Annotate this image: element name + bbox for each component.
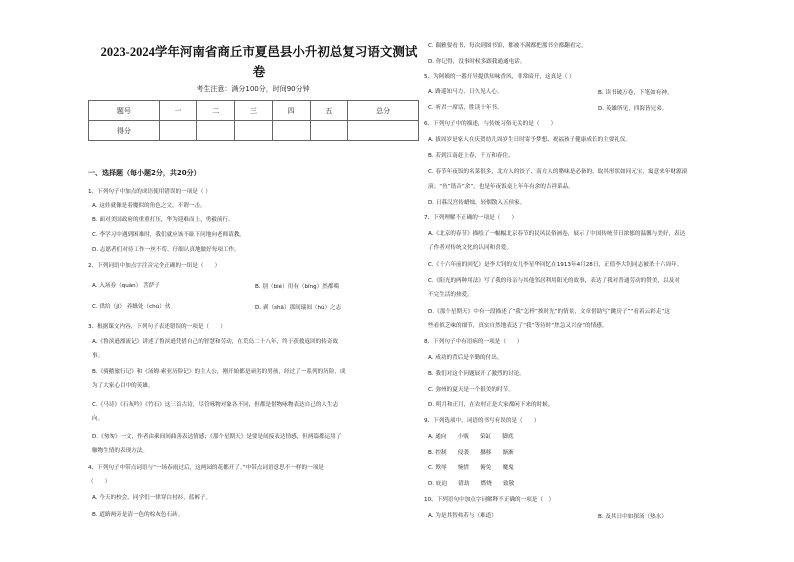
answer-option: B. 别（bié）用有（bǐng）然都噶 bbox=[255, 284, 340, 290]
answer-option: D.《那个星期天》中有一段描述了“我”怎样“挨时光”的情景，文章借助写“跳房子”“看着云彩走”这 bbox=[428, 309, 670, 315]
score-cell bbox=[159, 121, 197, 141]
answer-option: 为了大家心目中的英雄。 bbox=[92, 383, 154, 389]
score-cell bbox=[310, 121, 348, 141]
answer-option: A. 今天的校会，同学们一律穿白衬衫，蓝裤子。 bbox=[92, 495, 212, 501]
question-line: 8、下列句子中有语病的一项是（ ） bbox=[424, 339, 523, 345]
answer-option: D. 你记得，没事时候多跟我通通电话。 bbox=[428, 59, 526, 65]
exam-title bbox=[98, 42, 420, 82]
score-cell: 二 bbox=[197, 101, 235, 121]
score-cell: 五 bbox=[310, 101, 348, 121]
score-cell: 一 bbox=[159, 101, 197, 121]
answer-option: B. 控制 侵袭 挪移 渐渐 bbox=[428, 450, 514, 456]
answer-option: D. 庇迫 错劫 燃烧 致敬 bbox=[428, 481, 515, 487]
answer-option: D. 剥（shā）那间瑞间（hú）之志 bbox=[255, 305, 342, 311]
answer-option: A. 拔周岁是家人在庆贺幼儿周岁生日时寄予梦想、祝福孩子健康成长的主要礼仪。 bbox=[428, 137, 632, 143]
answer-option: C. 欺辱 惋惜 俯免 魔鬼 bbox=[428, 465, 514, 471]
question-line: 3、根据课文内容，下列句子表述错误的一项是（ ） bbox=[88, 324, 226, 330]
score-table bbox=[88, 100, 419, 141]
score-table-header-row bbox=[89, 101, 419, 121]
answer-option: C. 李学习中遇到困难时，我们就应该不耻下问地向老师请教。 bbox=[92, 232, 245, 238]
question-line: （ ） bbox=[88, 479, 111, 485]
question-line: 10、下列语句中加点字词解释不正确的一项是（ ） bbox=[424, 497, 555, 503]
answer-option: 些看似乏味的细节，真实自然地表达了“我”等待时“焦急又兴奋”的情感。 bbox=[428, 323, 608, 329]
answer-option: A. 为是其智弗若与（难道） bbox=[428, 513, 497, 519]
answer-option: B.《骑鹅旅行记》和《汤姆·索亚历险记》的主人公，刚开始都是顽劣的男孩，经过了一系列的历险，成 bbox=[92, 369, 346, 375]
answer-option: B. 若到江南赶上春，千万和春住。 bbox=[428, 153, 514, 159]
section-heading: 一、选择题（每小题2分，共20分） bbox=[88, 169, 201, 177]
score-cell: 三 bbox=[235, 101, 273, 121]
answer-option: A.《鲁滨逊漂流记》讲述了鲁滨逊凭借自己的智慧和劳动，在荒岛二十八年，终于获救返回的传奇故 bbox=[92, 339, 339, 345]
answer-option: A. 路遥知马力，日久见人心。 bbox=[428, 89, 503, 95]
answer-option: A. 这娃就像是着魔似的角色之父，不谓一击。 bbox=[92, 203, 206, 209]
score-cell bbox=[235, 121, 273, 141]
answer-option: B. 面对美国政府的重重打压，华为迎难而上，勇毅前行。 bbox=[92, 217, 234, 223]
exam-note: 考生注意：满分100分，时间90分钟 bbox=[196, 85, 310, 93]
answer-option: C.《马诗》《石灰吟》《竹石》这三首古诗，尽管咏物对象各不同，但都是借物咏物表达自己的人生志 bbox=[92, 402, 339, 408]
answer-option: C.《十六年前的回忆》是李大钊的女儿李星华回忆在1913年4月28日，正值李大钊同志被杀十六周年。 bbox=[428, 262, 683, 268]
answer-option: B. 读书破万卷，下笔如有神。 bbox=[598, 90, 673, 96]
answer-option: C. 供给（jǐ） 养蜂处（chù）伙 bbox=[92, 304, 171, 310]
answer-option: A. 通向 小贩 染缸 脚底 bbox=[428, 434, 514, 440]
answer-option: 不完生活的热爱。 bbox=[428, 292, 473, 298]
question-line: 1、下列句子中加点的成语使用错误的一项是（ ） bbox=[88, 189, 211, 195]
answer-option: A. 入场券（quàn） 菩萨子 bbox=[92, 283, 160, 289]
answer-option: C.《阳光的两种用法》写了我的母亲与其他邻居利用阳光的故事，表达了我对普通劳动的赞美，以及对 bbox=[428, 278, 680, 284]
answer-option: B. 道路两旁是清一色的棕灰色石砖。 bbox=[92, 512, 184, 518]
score-table-score-row bbox=[89, 121, 419, 141]
score-cell: 题号 bbox=[89, 101, 160, 121]
score-cell: 总分 bbox=[348, 101, 419, 121]
answer-option: B. 我们对这个问题展开了激烈的讨论。 bbox=[428, 371, 525, 377]
answer-option: D. 日暮汉宫传蜡烛，轻烟散入五侯家。 bbox=[428, 200, 526, 206]
score-cell bbox=[272, 121, 310, 141]
answer-option: C. 听君一席话，胜读十年书。 bbox=[428, 105, 503, 111]
score-cell bbox=[348, 121, 419, 141]
title-line-1: 2023-2024学年河南省商丘市夏邑县小升初总复习语文测试 bbox=[100, 45, 418, 59]
question-line: 2、下列词语中加点字注音完全正确的一组是（ ） bbox=[88, 263, 221, 269]
score-cell: 得分 bbox=[89, 121, 160, 141]
score-cell: 四 bbox=[272, 101, 310, 121]
answer-option: 触物生情的表现方法。 bbox=[92, 448, 148, 454]
answer-option: A.《北京的春节》描绘了一幅幅北京春节的民风民俗画卷，展示了中国传统节日浓郁的温馨与美好，表达 bbox=[428, 231, 686, 237]
answer-option: 了作者对传统文化的认同和喜爱。 bbox=[428, 245, 512, 251]
question-line: 9、下列选项中，词语的书写有误的是（ ） bbox=[424, 418, 540, 424]
title-line-2: 卷 bbox=[252, 65, 266, 79]
answer-option: C. 弥州的夏天是一个很美的时节。 bbox=[428, 387, 514, 393]
answer-option: B. 及其日中如探汤（热水） bbox=[598, 514, 667, 520]
answer-option: D. 英雄所见，四海皆兄弟。 bbox=[598, 106, 668, 112]
question-line: 6、下列句子中的描述，与传统习俗无关的是（ ） bbox=[424, 121, 557, 127]
answer-option: 滚；“鱼”谐音“余”，也是年夜饭桌上年年有余的吉祥菜品。 bbox=[428, 184, 574, 190]
score-cell bbox=[197, 121, 235, 141]
question-line: 7、下列理解不正确的一项是（ ） bbox=[424, 215, 518, 221]
question-line: 5、为阿姨的一番开导提供知味香风，非常暗开，这真是（ ） bbox=[424, 74, 575, 80]
answer-option: D. 志愿者们对待工作一丝不苟、仔细认真地做好每项工作。 bbox=[92, 247, 240, 253]
answer-option: D. 明月和正月，在农村正是大家都闲下来的时候。 bbox=[428, 402, 554, 408]
answer-option: C. 春节年夜饭的名菜很多，北方人的饺子、南方人的腊味是必备的，取其形状如同元宝，寓意来年财源滚 bbox=[428, 169, 688, 175]
answer-option: 事。 bbox=[92, 353, 104, 359]
question-line: 4、下列句子中带点词语与“一场春雨过后，这两园的花都开了。”中带点词语意思不一样的一项是 bbox=[88, 465, 324, 471]
answer-option: 向。 bbox=[92, 416, 104, 422]
answer-option: C. 偶雅要看书，每次到图书馆，都被不满都把那书全都翻看完。 bbox=[428, 43, 587, 49]
answer-option: D.《匆匆》一文，作者由乘间间曲善表达情感；《那个星期天》是要是间接表达情感，但两篇都运用了 bbox=[92, 434, 342, 440]
answer-option: A. 成功的背后是辛勤的付出。 bbox=[428, 355, 503, 361]
